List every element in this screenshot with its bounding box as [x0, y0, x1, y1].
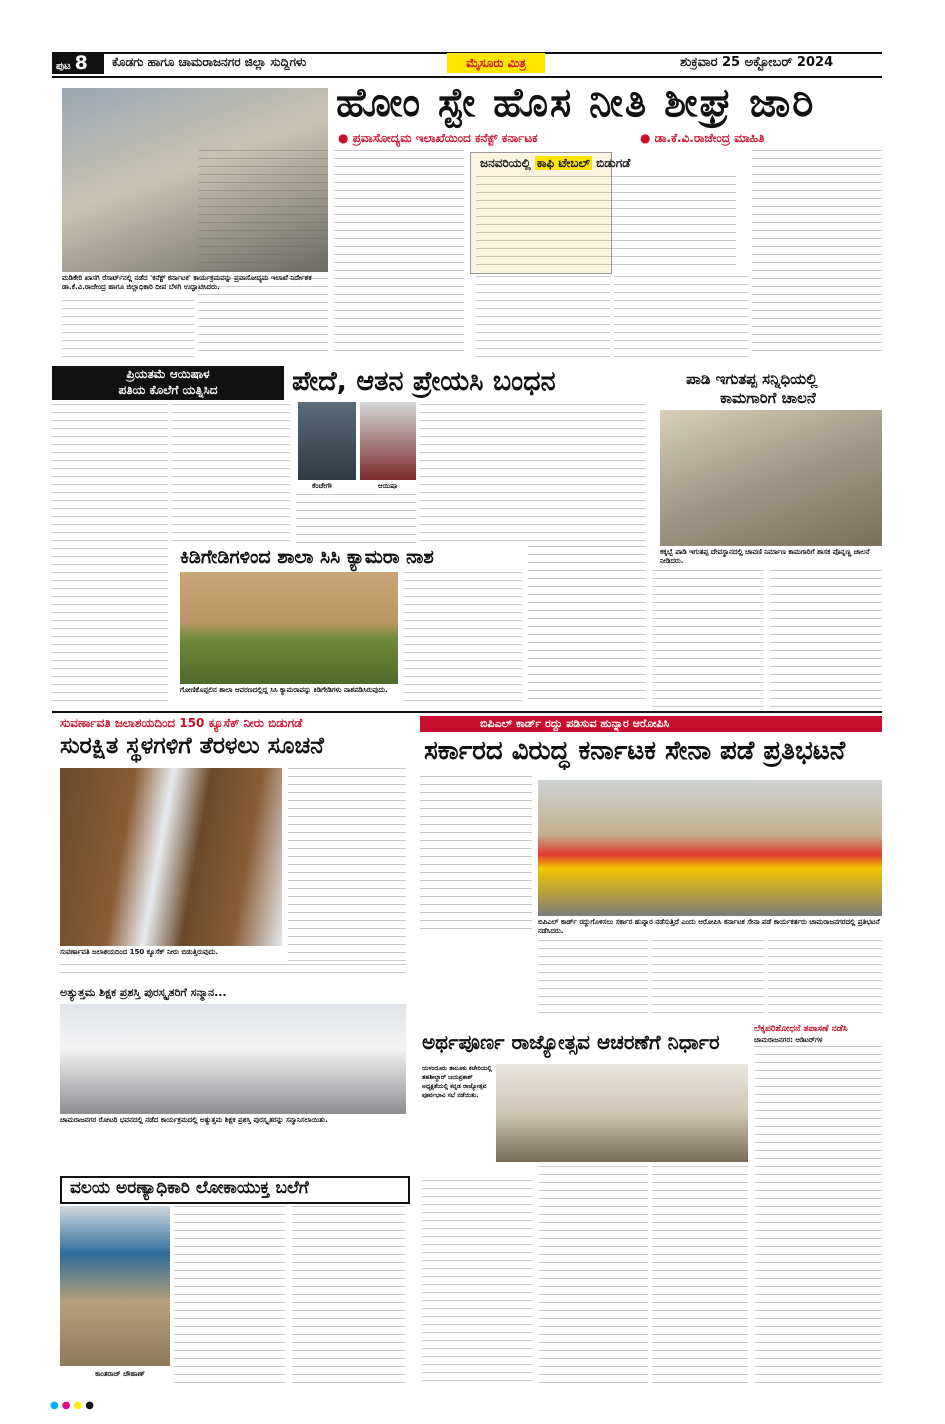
teacher-headline: ಅತ್ಯುತ್ತಮ ಶಿಕ್ಷಕ ಪ್ರಶಸ್ತಿ ಪುರಸ್ಕೃತರಿಗೆ ಸನ್ಮಾನ...: [60, 986, 227, 999]
lokayukta-body-col1: [174, 1206, 286, 1386]
lead-body-col2: [198, 150, 328, 358]
teacher-photo: [60, 1004, 406, 1114]
paadi-headline-1: ಪಾಡಿ ಇಗುತಪ್ಪ ಸನ್ನಿಧಿಯಲ್ಲಿ: [686, 370, 818, 388]
protest-photo: [538, 780, 882, 916]
audit-box-sub: ಚಾಮರಾಜನಗರ: ಆಡಿಟರ್‌ಗಳ: [754, 1036, 823, 1044]
section-divider: [52, 711, 882, 713]
audit-box-title: ಲೆಕ್ಕಪರಿಶೋಧನೆ ತಪಾಸಣೆ ನಡೆಸಿ: [754, 1024, 848, 1034]
protest-body-col2: [538, 940, 648, 1020]
murder-kicker-box: [52, 366, 284, 400]
lead-body-col3: [334, 150, 464, 358]
cctv-body-col1: [404, 572, 522, 704]
lead-headline: ಹೋಂ ಸ್ಟೇ ಹೊಸ ನೀತಿ ಶೀಘ್ರ ಜಾರಿ: [336, 80, 816, 126]
rajyotsava-body-col1: [422, 1180, 532, 1386]
paadi-body-col2: [770, 570, 882, 710]
rajyotsava-side-caption: ಯಳಂದೂರು ತಾಲೂಕು ಕಚೇರಿಯಲ್ಲಿ ತಹಶೀಲ್ದಾರ್ ಜಯಪ್ರಕಾಶ್ ಅಧ್ಯಕ್ಷತೆಯಲ್ಲಿ ಕನ್ನಡ ರಾಜ್ಯೋತ್ಸವ ಪೂರ್ವಭಾವಿ ಸಭೆ ನಡೆಯಿತು.: [422, 1065, 492, 1099]
dam-body-col1: [288, 768, 406, 964]
rajyotsava-photo: [496, 1064, 748, 1162]
murder-kicker-line1: ಪ್ರಿಯತಮೆ ಆಯಿಷಾಳ: [126, 367, 210, 381]
lokayukta-photo: [60, 1206, 170, 1366]
coffee-box-body: [476, 176, 736, 268]
issue-date: ಶುಕ್ರವಾರ 25 ಅಕ್ಟೋಬರ್ 2024: [680, 55, 834, 70]
protest-body-col1: [420, 776, 532, 936]
dam-kicker: ಸುವರ್ಣಾವತಿ ಜಲಾಶಯದಿಂದ 150 ಕ್ಯೂಸೆಕ್ ನೀರು ಬಿಡುಗಡೆ: [60, 716, 303, 730]
lokayukta-headline: ವಲಯ ಅರಣ್ಯಾಧಿಕಾರಿ ಲೋಕಾಯುಕ್ತ ಬಲೆಗೆ: [70, 1178, 309, 1198]
lead-body-col5: [614, 276, 748, 358]
cctv-headline: ಕಿಡಿಗೇಡಿಗಳಿಂದ ಶಾಲಾ ಸಿಸಿ ಕ್ಯಾಮರಾ ನಾಶ: [180, 546, 434, 568]
lead-subhead-right: ● ಡಾ.ಕೆ.ವಿ.ರಾಜೇಂದ್ರ ಮಾಹಿತಿ: [640, 131, 765, 145]
dam-headline: ಸುರಕ್ಷಿತ ಸ್ಥಳಗಳಿಗೆ ತೆರಳಲು ಸೂಚನೆ: [60, 733, 324, 759]
murder-body-col4: [420, 404, 646, 544]
paadi-headline-2: ಕಾಮಗಾರಿಗೆ ಚಾಲನೆ: [720, 389, 816, 407]
cctv-photo-caption: ಗೋಣಿಕೊಪ್ಪಲಿನ ಶಾಲಾ ಆವರಣದಲ್ಲಿದ್ದ ಸಿಸಿ ಕ್ಯಾಮರಾವನ್ನು ಕಿಡಿಗೇಡಿಗಳು ನಾಶಪಡಿಸಿರುವುದು.: [180, 686, 388, 694]
coffee-box-title: ಜನವರಿಯಲ್ಲಿ ಕಾಫಿ ಟೇಬಲ್ ಬಿಡುಗಡೆ: [480, 156, 631, 170]
cctv-photo: [180, 572, 398, 684]
paadi-photo-caption: ಕಕ್ಕಬ್ಬೆ ಪಾಡಿ ಇಗುತಪ್ಪ ದೇವಸ್ಥಾನದಲ್ಲಿ ಚಾವಣಿ ನಿರ್ಮಾಣ ಕಾಮಗಾರಿಗೆ ಶಾಸಕ ಪೊನ್ನಣ್ಣ ಚಾಲನೆ ನೀಡಿದರು.: [660, 548, 870, 565]
dam-photo: [60, 768, 282, 946]
lead-photo-caption: ಮಡಿಕೇರಿ ಖಾಸಗಿ ರೆಸಾರ್ಟ್‌ನಲ್ಲಿ ನಡೆದ 'ಕನೆಕ್ಟ್ ಕರ್ನಾಟಕ' ಕಾರ್ಯಕ್ರಮವನ್ನು ಪ್ರವಾಸೋದ್ಯಮ ಇಲಾಖೆ ನಿರ್ದೇಶಕ ಡಾ.ಕೆ.ವಿ.ರಾಜೇಂದ್ರ ಹಾಗೂ ಜಿಲ್ಲಾಧಿಕಾರಿ ದೀಪ ಬೆಳಗಿ ಉದ್ಘಾಟಿಸಿದರು.: [62, 274, 312, 291]
protest-headline: ಸರ್ಕಾರದ ವಿರುದ್ಧ ಕರ್ನಾಟಕ ಸೇನಾ ಪಡೆ ಪ್ರತಿಭಟನೆ: [424, 736, 846, 766]
dam-body-bottom: [60, 964, 406, 980]
protest-body-col3: [652, 940, 764, 1020]
murder-photo2-caption: ಆಯಿಷಾ: [378, 482, 398, 490]
lead-body-col6: [752, 150, 882, 358]
murder-photo1-caption: ಕೆಂಚೇಗೌ: [312, 482, 332, 490]
murder-body-col1: [52, 404, 168, 704]
rajyotsava-body-col3: [652, 1166, 748, 1386]
lokayukta-body-col2: [292, 1206, 406, 1386]
lead-subhead-left: ● ಪ್ರವಾಸೋದ್ಯಮ ಇಲಾಖೆಯಿಂದ ಕನೆಕ್ಟ್ ಕರ್ನಾಟಕ: [338, 131, 538, 145]
teacher-photo-caption: ಚಾಮರಾಜನಗರ ರೋಟರಿ ಭವನದಲ್ಲಿ ನಡೆದ ಕಾರ್ಯಕ್ರಮದಲ್ಲಿ ಅತ್ಯುತ್ತಮ ಶಿಕ್ಷಕ ಪ್ರಶಸ್ತಿ ಪುರಸ್ಕೃತರನ್ನು ಸನ್ಮಾನಿಸಲಾಯಿತು.: [60, 1116, 328, 1124]
paadi-body-col1: [652, 570, 764, 710]
print-registration-dots: ●●●●: [50, 1400, 97, 1411]
murder-kicker-line2: ಪತಿಯ ಕೊಲೆಗೆ ಯತ್ನಿಸಿದ: [118, 383, 218, 397]
rajyotsava-body-col2: [538, 1166, 648, 1386]
protest-photo-caption: ಬಿಪಿಎಲ್ ಕಾರ್ಡ್ ರದ್ದುಗೊಳಿಸಲು ಸರ್ಕಾರ ಹುನ್ನಾರ ನಡೆಸುತ್ತಿದೆ ಎಂದು ಆರೋಪಿಸಿ ಕರ್ನಾಟಕ ಸೇನಾ ಪಡೆ ಕಾರ್ಯಕರ್ತರು ಚಾಮರಾಜನಗರದಲ್ಲಿ ಪ್ರತಿಭಟನೆ ನಡೆಸಿದರು.: [538, 918, 880, 935]
lead-body-col4: [476, 276, 610, 358]
page-label: ಪುಟ: [56, 61, 71, 72]
murder-body-col2: [172, 404, 290, 544]
paadi-photo: [660, 410, 882, 546]
audit-box-body: [754, 1046, 882, 1386]
dam-photo-caption: ಸುವರ್ಣಾವತಿ ಜಲಾಶಯದಿಂದ 150 ಕ್ಯೂಸೆಕ್ ನೀರು ಬಿಡುತ್ತಿರುವುದು.: [60, 948, 219, 956]
publication-name: ಮೈಸೂರು ಮಿತ್ರ: [447, 53, 545, 73]
district-title: ಕೊಡಗು ಹಾಗೂ ಚಾಮರಾಜನಗರ ಜಿಲ್ಲಾ ಸುದ್ದಿಗಳು: [112, 55, 307, 69]
cctv-body-col2: [528, 546, 646, 704]
murder-body-col3: [296, 494, 416, 546]
rajyotsava-headline: ಅರ್ಥಪೂರ್ಣ ರಾಜ್ಯೋತ್ಸವ ಆಚರಣೆಗೆ ನಿರ್ಧಾರ: [422, 1030, 720, 1054]
murder-photo-constable: [298, 402, 356, 480]
protest-kicker: ಬಿಪಿಎಲ್ ಕಾರ್ಡ್ ರದ್ದು ಪಡಿಸುವ ಹುನ್ನಾರ ಆರೋಪಿಸಿ: [480, 717, 670, 730]
lokayukta-photo-caption: ಕಾಂತರಾಜ್ ಚೌಹಾಣ್: [95, 1370, 145, 1378]
lead-body-left: [62, 300, 194, 358]
page-number: 8: [74, 52, 88, 74]
page-number-tag: [52, 53, 104, 74]
protest-body-col4: [768, 940, 882, 1020]
murder-headline: ಪೇದೆ, ಆತನ ಪ್ರೇಯಸಿ ಬಂಧನ: [292, 366, 556, 397]
murder-photo-aisha: [360, 402, 416, 480]
